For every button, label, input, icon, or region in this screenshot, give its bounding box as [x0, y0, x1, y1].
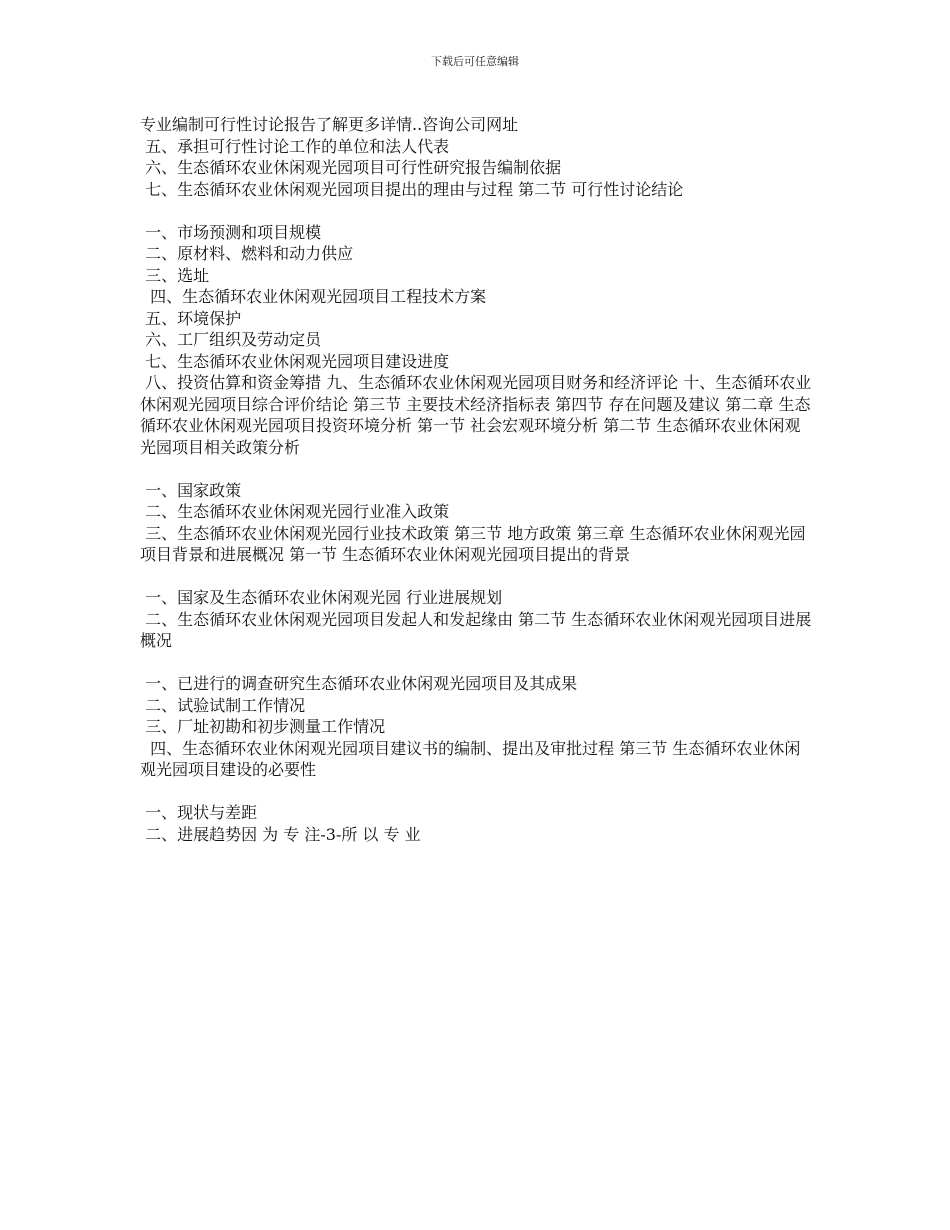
- text-line: 二、原材料、燃料和动力供应: [140, 244, 354, 263]
- paragraph-gap: [140, 200, 816, 222]
- paragraph-gap: [140, 566, 816, 588]
- text-line: 三、生态循环农业休闲观光园行业技术政策 第三节 地方政策 第三章 生态循环农业休闲观光园项目背景和进展概况 第一节 生态循环农业休闲观光园项目提出的背景: [140, 523, 806, 564]
- text-line: 二、进展趋势因 为 专 注-3-所 以 专 业: [140, 824, 421, 844]
- text-line: 七、生态循环农业休闲观光园项目提出的理由与过程 第二节 可行性讨论结论: [140, 179, 684, 199]
- text-line: 二、生态循环农业休闲观光园行业准入政策: [140, 502, 450, 521]
- text-block: [140, 802, 816, 845]
- paragraph-gap: [140, 781, 816, 803]
- text-block: [140, 114, 816, 200]
- text-block: [140, 222, 816, 459]
- paragraph-gap: [140, 652, 816, 674]
- text-line: 六、工厂组织及劳动定员: [140, 330, 322, 349]
- text-line: 三、选址: [140, 265, 210, 285]
- text-line: 一、已进行的调查研究生态循环农业休闲观光园项目及其成果: [140, 674, 578, 693]
- text-line: 四、生态循环农业休闲观光园项目工程技术方案: [140, 287, 487, 306]
- text-line: 一、市场预测和项目规模: [140, 222, 322, 242]
- text-block: [140, 587, 816, 652]
- text-line: 三、厂址初勘和初步测量工作情况: [140, 717, 386, 736]
- text-line: 专业编制可行性讨论报告了解更多详情..咨询公司网址: [140, 115, 519, 134]
- text-line: 一、国家及生态循环农业休闲观光园 行业进展规划: [140, 588, 503, 607]
- text-line: 一、现状与差距: [140, 803, 258, 822]
- text-line: 八、投资估算和资金筹措 九、生态循环农业休闲观光园项目财务和经济评论 十、生态循环农业休闲观光园项目综合评价结论 第三节 主要技术经济指标表 第四节 存在问题及建议 第二章 生态循环农业休闲观光园项目投资环境分析 第一节 社会宏观环境分析 第二节 生态循环农业休闲观光园项目相关政策分析: [140, 373, 812, 457]
- text-line: 五、环境保护: [140, 308, 242, 328]
- text-line: 四、生态循环农业休闲观光园项目建议书的编制、提出及审批过程 第三节 生态循环农业休闲观光园项目建设的必要性: [140, 738, 801, 779]
- paragraph-gap: [140, 458, 816, 480]
- text-line: 二、试验试制工作情况: [140, 695, 306, 715]
- text-line: 六、生态循环农业休闲观光园项目可行性研究报告编制依据: [140, 158, 562, 177]
- text-line: 一、国家政策: [140, 480, 242, 500]
- text-block: [140, 673, 816, 781]
- document-body: [140, 114, 816, 845]
- text-line: 七、生态循环农业休闲观光园项目建设进度: [140, 351, 450, 371]
- text-block: [140, 480, 816, 566]
- text-line: 五、承担可行性讨论工作的单位和法人代表: [140, 136, 450, 156]
- text-line: 二、生态循环农业休闲观光园项目发起人和发起缘由 第二节 生态循环农业休闲观光园项目进展概况: [140, 609, 812, 650]
- page-header: 下载后可任意编辑: [431, 55, 519, 68]
